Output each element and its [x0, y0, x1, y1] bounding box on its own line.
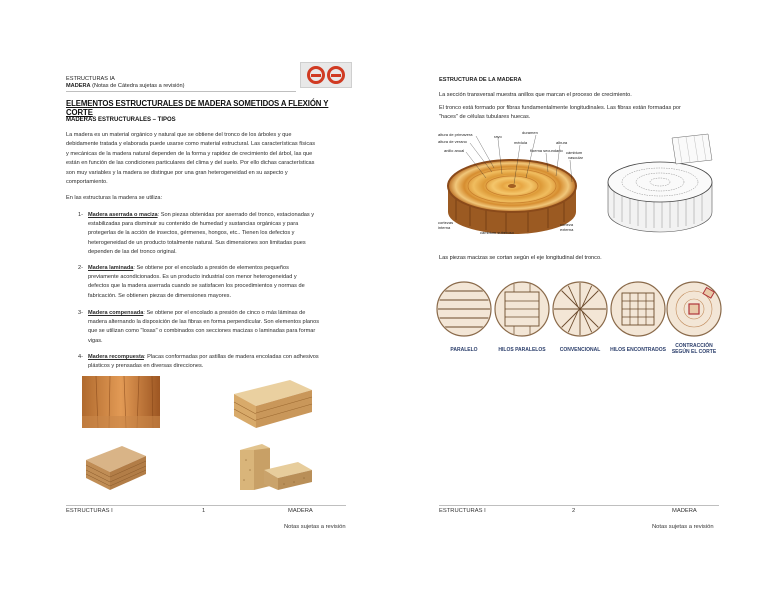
trunk-label: rayo [494, 134, 502, 139]
section-heading: ESTRUCTURA DE LA MADERA [439, 77, 522, 83]
cut-label-hilos-encontrados: HILOS ENCONTRADOS [610, 347, 666, 353]
page-number: 1 [202, 508, 206, 514]
list-item-aserrada: 1- Madera aserrada o maciza: Son piezas obtenidas por aserrado del tronco, estacionadas y estabilizadas para disminuir su contenido de humedad y sustancias orgánicas y para protegerlas de la acción de insectos, gérmenes, hongos, etc.. Tienen los defectos y heterogeneidad de un producto totalmente natural. Sus dimensiones son limitadas pues dependen de las del tronco original. [78, 212, 315, 255]
cut-label-hilos-paralelos: HILOS PARALELOS [498, 347, 546, 353]
page-2 [384, 0, 768, 594]
footer-note: Notas sujetas a revisión [652, 524, 714, 530]
trunk-label: médula [514, 140, 528, 145]
trunk-label: altura de verano [438, 139, 467, 144]
trunk-label: cámbium [566, 150, 583, 155]
intro-paragraph: La madera es un material orgánico y natural que se obtiene del tronco de los árboles y que debidamente tratada y elaborada puede usarse como material estructural. Las características físicas y mecánicas de la madera natural dependen de la forma y rapidez de crecimiento del árbol, las que están en función de las condiciones particulares del clima y del suelo. Por ello dichas características son muy variables y la madera se distingue por una gran heterogeneidad en su aspecto y comportamiento. [66, 132, 316, 186]
cut-label-contraccion: CONTRACCIÓN [675, 343, 713, 349]
list-item-recompuesta: 4- Madera recompuesta: Placas conformadas por astillas de madera encoladas con adhesivos plásticos y prensadas en diversas direcciones. [78, 354, 319, 370]
trunk-label: externa [560, 227, 574, 232]
cell-structure-diagram [602, 130, 718, 240]
list-item-compensada: 3- Madera compensada: Se obtiene por el encolado a presión de cinco o más láminas de madera alternando la disposición de las fibras en forma perpendicular. Son elementos planos que se utilizan como "losas" o combinados con secciones macizas o laminadas para formar vigas. [78, 310, 320, 344]
cut-axis-text: Las piezas macizas se cortan según el eje longitudinal del tronco. [439, 255, 602, 261]
footer-rule [66, 505, 346, 506]
footer-course: ESTRUCTURAS I [66, 508, 113, 514]
ee-logo [300, 62, 352, 88]
trunk-label: altura de primavera [438, 132, 473, 137]
footer-subject: MADERA [288, 508, 313, 514]
header-rule [66, 91, 296, 92]
cut-label-paralelo: PARALELO [450, 347, 478, 353]
trunk-label: cámbium suberoso [480, 230, 514, 235]
laminated-beam-photo [230, 376, 314, 430]
trunk-label: floema secundario [530, 148, 563, 153]
list-item-laminada: 2- Madera laminada: Se obtiene por el encolado a presión de elementos pequeños previamente acondicionados. Es un producto industrial con menor heterogeneidad y defectos que la madera aserrada cuando se satisfacen los procedimientos y normas de fabricación. Se obtienen piezas de dimensiones mayores. [78, 265, 305, 299]
plywood-stack-photo [82, 440, 148, 494]
plywood-sheets-photo [82, 376, 160, 428]
header-subject: MADERA (Notas de Cátedra sujetas a revisión) [66, 83, 185, 89]
header-course: ESTRUCTURAS IA [66, 76, 115, 82]
footer-course: ESTRUCTURAS I [439, 508, 486, 514]
particle-board-photo [234, 440, 314, 494]
trunk-label: albura [556, 140, 568, 145]
page-number: 2 [572, 508, 576, 514]
trunk-label: anillo anual [444, 148, 465, 153]
cut-label-segun-corte: SEGÚN EL CORTE [671, 349, 717, 355]
section-subtitle: MADERAS ESTRUCTURALES – TIPOS [66, 117, 176, 123]
footer-rule [439, 505, 719, 506]
trunk-label: vascular [568, 155, 583, 160]
trunk-label: cortezas [438, 220, 454, 225]
trunk-label: duramen [522, 130, 538, 135]
trunk-label: interna [438, 225, 451, 230]
cut-label-convencional: CONVENCIONAL [559, 347, 601, 353]
footer-note: Notas sujetas a revisión [284, 524, 346, 530]
fibers-text: El tronco está formado por fibras fundamentalmente longitudinales. Las fibras están formadas por "haces" de células tubulares huecas. [439, 105, 681, 120]
trunk-label: corteza [560, 222, 574, 227]
page-title: ELEMENTOS ESTRUCTURALES DE MADERA SOMETIDOS A FLEXIÓN Y CORTE [66, 99, 329, 117]
trunk-section-diagram [436, 128, 592, 240]
uses-intro: En las estructuras la madera se utiliza: [66, 195, 163, 201]
cut-patterns-diagram [436, 276, 724, 358]
footer-subject: MADERA [672, 508, 697, 514]
cross-section-text: La sección transversal muestra anillos que marcan el proceso de crecimiento. [439, 92, 632, 98]
